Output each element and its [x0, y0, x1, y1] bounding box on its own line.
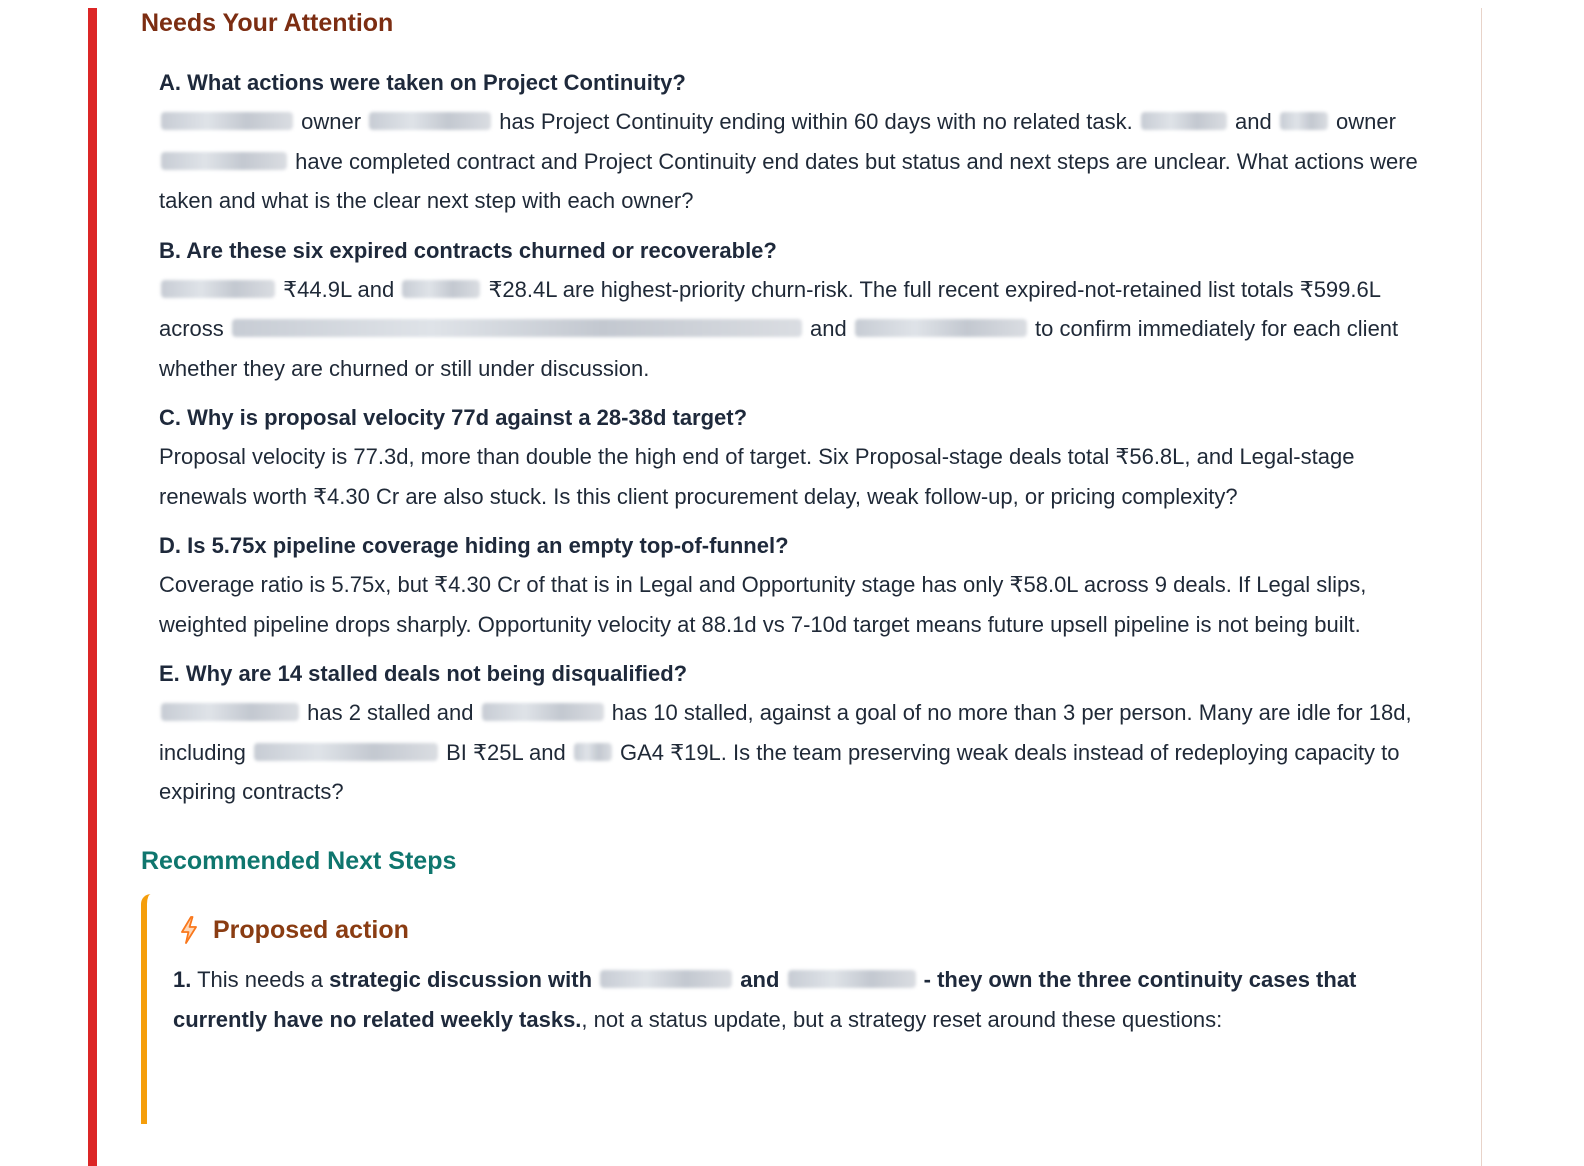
panel-content [141, 8, 1441, 1124]
redacted-deal-name [254, 743, 438, 761]
action-item: 1. This needs a strategic discussion with and - they own the three continuity cases that currently have no related weekly tasks., not a status update, but a strategy reset around these questions: [173, 966, 1357, 1032]
redacted-name [1280, 112, 1328, 130]
question-item-d [159, 531, 1441, 644]
redacted-name [855, 319, 1027, 337]
redacted-name [788, 970, 916, 988]
question-answer: ₹44.9L and ₹28.4L are highest-priority churn-risk. The full recent expired-not-retained list totals ₹599.6L across and to confirm immediately for each client whether they are churned or still under discussion. [159, 276, 1399, 381]
proposed-action-title [179, 912, 1441, 948]
attention-panel [88, 8, 1482, 1166]
redacted-name [402, 280, 480, 298]
question-answer: Coverage ratio is 5.75x, but ₹4.30 Cr of that is in Legal and Opportunity stage has only ₹58.0L across 9 deals. If Legal slips, weighted pipeline drops sharply. Opportunity velocity at 88.1d vs 7-10d target means future upsell pipeline is not being built. [159, 572, 1367, 637]
question-item-b [159, 236, 1441, 389]
question-title: A. What actions were taken on Project Continuity? [159, 70, 686, 95]
question-title: B. Are these six expired contracts churned or recoverable? [159, 237, 777, 263]
redacted-name-list [232, 319, 802, 337]
redacted-name [1141, 112, 1227, 130]
redacted-deal-name [574, 743, 612, 761]
question-title: C. Why is proposal velocity 77d against a 28-38d target? [159, 405, 748, 430]
redacted-name [161, 152, 287, 170]
question-title: E. Why are 14 stalled deals not being disqualified? [159, 661, 688, 686]
redacted-name [369, 112, 491, 130]
question-answer: owner has Project Continuity ending within 60 days with no related task. and owner have completed contract and Project Continuity end dates but status and next steps are unclear. What actions were taken and what is the clear next step with each owner? [159, 109, 1418, 213]
lightning-bolt-icon [179, 916, 199, 944]
redacted-name [600, 970, 732, 988]
question-answer: Proposal velocity is 77.3d, more than double the high end of target. Six Proposal-stage deals total ₹56.8L, and Legal-stage renewals worth ₹4.30 Cr are also stuck. Is this client procurement delay, weak follow-up, or pricing complexity? [159, 444, 1355, 509]
redacted-name [161, 280, 275, 298]
proposed-action-card [141, 894, 1441, 1124]
action-number: 1. [173, 966, 192, 992]
redacted-name [161, 703, 299, 721]
question-answer: has 2 stalled and has 10 stalled, against a goal of no more than 3 per person. Many are idle for 18d, including BI ₹25L and GA4 ₹19L. Is the team preserving weak deals instead of redeploying capacity to expiring contracts? [159, 700, 1412, 804]
question-title: D. Is 5.75x pipeline coverage hiding an empty top-of-funnel? [159, 533, 789, 558]
needs-attention-heading: Needs Your Attention [141, 9, 394, 37]
question-item-a [159, 68, 1441, 221]
question-item-c [159, 403, 1441, 516]
attention-questions [159, 68, 1441, 812]
recommended-steps-heading: Recommended Next Steps [141, 846, 457, 875]
question-item-e [159, 659, 1441, 812]
proposed-action-label: Proposed action [213, 915, 409, 944]
redacted-name [161, 112, 293, 130]
redacted-name [482, 703, 604, 721]
